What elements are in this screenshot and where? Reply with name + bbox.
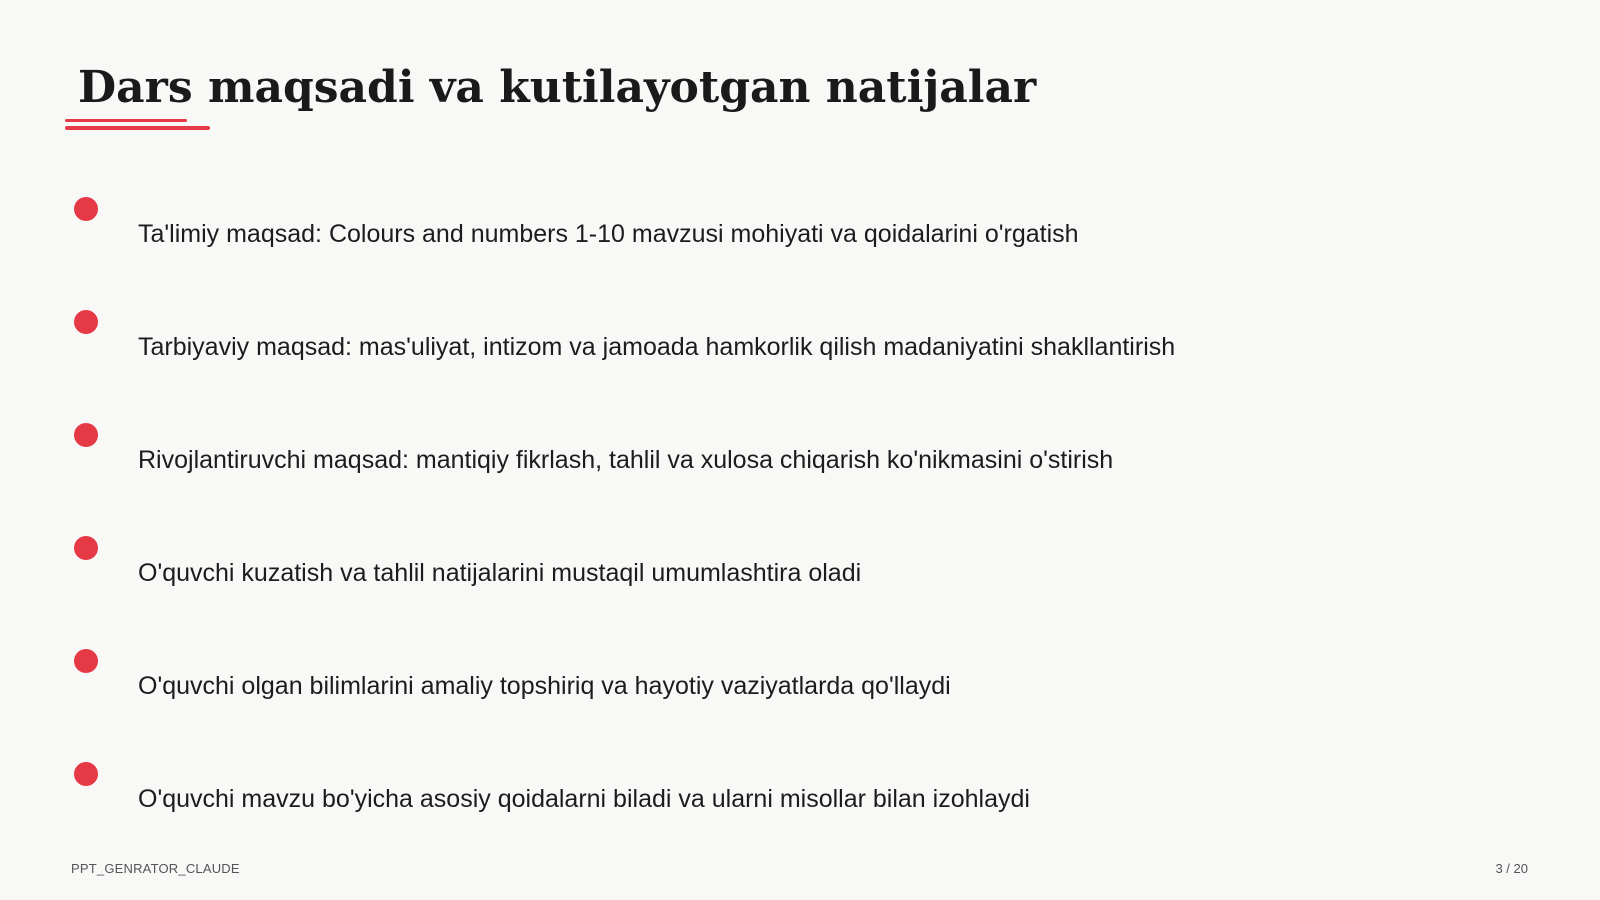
bullet-dot-icon	[74, 423, 98, 447]
bullet-dot-icon	[74, 197, 98, 221]
list-item	[0, 423, 1600, 503]
bullet-dot-icon	[74, 310, 98, 334]
footer-source-label: PPT_GENRATOR_CLAUDE	[71, 861, 240, 876]
goal-text: Rivojlantiruvchi maqsad: mantiqiy fikrlash, tahlil va xulosa chiqarish ko'nikmasini o'stirish	[138, 446, 1114, 474]
slide-title: Dars maqsadi va kutilayotgan natijalar	[78, 62, 1037, 113]
bullet-dot-icon	[74, 762, 98, 786]
bullet-dot-icon	[74, 536, 98, 560]
goal-text: O'quvchi olgan bilimlarini amaliy topshiriq va hayotiy vaziyatlarda qo'llaydi	[138, 672, 951, 700]
goal-text: Tarbiyaviy maqsad: mas'uliyat, intizom va jamoada hamkorlik qilish madaniyatini shakllantirish	[138, 333, 1176, 361]
goal-text: O'quvchi kuzatish va tahlil natijalarini mustaqil umumlashtira oladi	[138, 559, 862, 587]
list-item	[0, 197, 1600, 277]
page-indicator: 3 / 20	[1495, 861, 1528, 876]
list-item	[0, 310, 1600, 390]
goal-text: O'quvchi mavzu bo'yicha asosiy qoidalarni biladi va ularni misollar bilan izohlaydi	[138, 785, 1030, 813]
list-item	[0, 649, 1600, 729]
bullet-dot-icon	[74, 649, 98, 673]
list-item	[0, 762, 1600, 842]
list-item	[0, 536, 1600, 616]
goal-text: Ta'limiy maqsad: Colours and numbers 1-10 mavzusi mohiyati va qoidalarini o'rgatish	[138, 220, 1079, 248]
